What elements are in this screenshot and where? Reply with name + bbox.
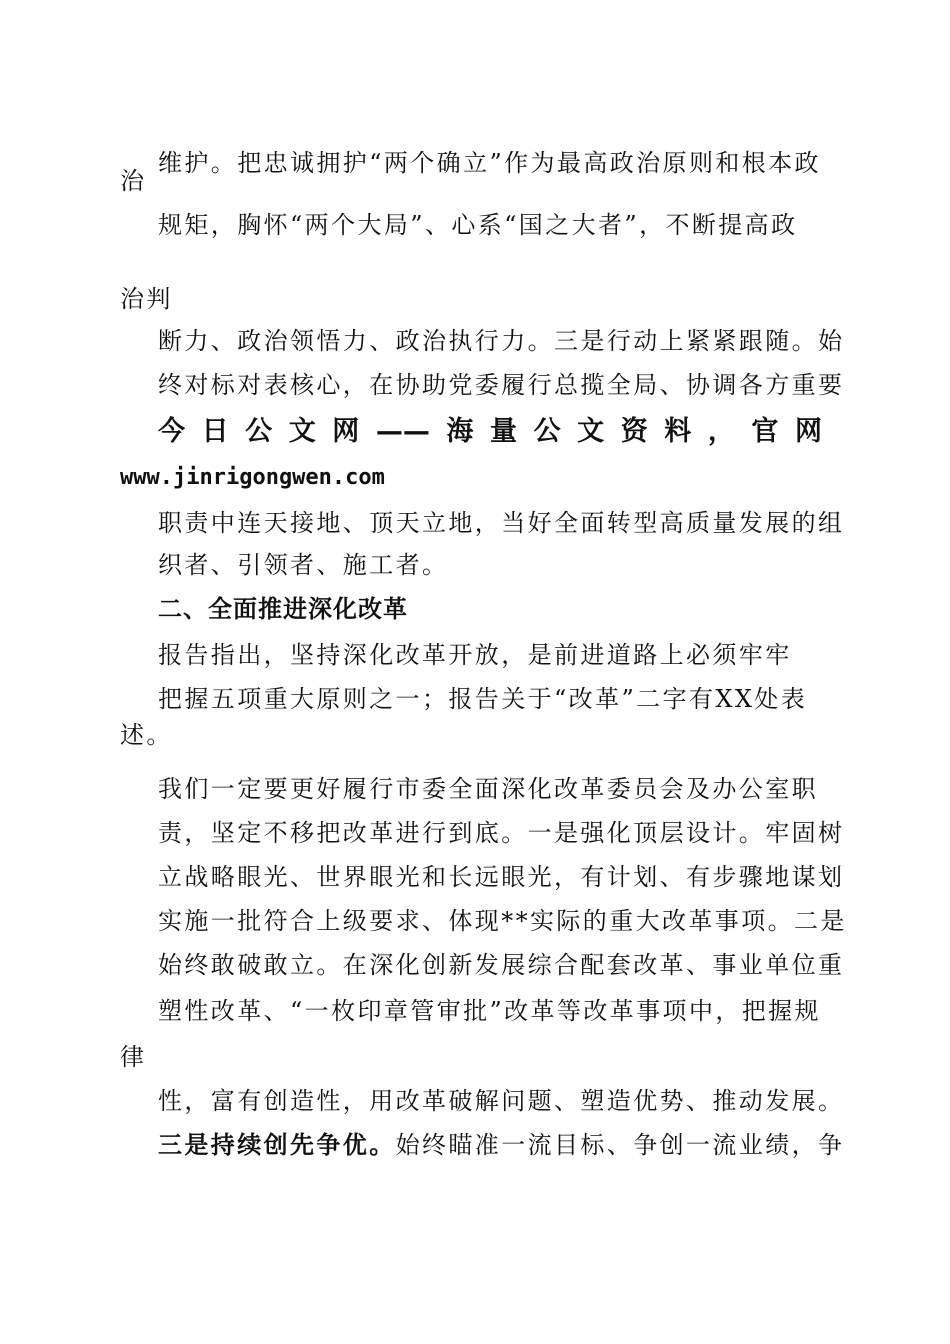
paragraph-line-wrap: 律 bbox=[120, 1043, 147, 1071]
paragraph-line: 实施一批符合上级要求、体现**实际的重大改革事项。二是 bbox=[158, 907, 847, 935]
paragraph-line: 我们一定要更好履行市委全面深化改革委员会及办公室职 bbox=[158, 775, 818, 803]
watermark-url: www.jinrigongwen.com bbox=[120, 465, 385, 490]
paragraph-line-wrap: 治判 bbox=[120, 285, 173, 313]
bold-lead-phrase: 三是持续创先争优。 bbox=[158, 1130, 396, 1159]
paragraph-line: 终对标对表核心，在协助党委履行总揽全局、协调各方重要 bbox=[158, 371, 845, 399]
section-heading: 二、全面推进深化改革 bbox=[158, 595, 408, 623]
paragraph-line: 立战略眼光、世界眼光和长远眼光，有计划、有步骤地谋划 bbox=[158, 863, 845, 891]
line-rest: 始终瞄准一流目标、争创一流业绩，争 bbox=[395, 1131, 845, 1159]
paragraph-line-wrap: 述。 bbox=[120, 721, 173, 749]
paragraph-line: 性，富有创造性，用改革破解问题、塑造优势、推动发展。 bbox=[158, 1087, 845, 1115]
paragraph-line bbox=[158, 1130, 844, 1160]
paragraph-line: 塑性改革、“一枚印章管审批”改革等改革事项中，把握规 bbox=[158, 997, 821, 1025]
paragraph-line: 断力、政治领悟力、政治执行力。三是行动上紧紧跟随。始 bbox=[158, 327, 845, 355]
paragraph-line: 规矩，胸怀“两个大局”、心系“国之大者”，不断提高政 bbox=[158, 211, 798, 239]
paragraph-line: 报告指出，坚持深化改革开放，是前进道路上必须牢牢 bbox=[158, 641, 792, 669]
paragraph-line: 维护。把忠诚拥护“两个确立”作为最高政治原则和根本政 bbox=[158, 149, 821, 177]
watermark-banner: 今日公文网——海量公文资料，官网 bbox=[158, 416, 822, 447]
paragraph-line: 责，坚定不移把改革进行到底。一是强化顶层设计。牢固树 bbox=[158, 819, 845, 847]
paragraph-line: 织者、引领者、施工者。 bbox=[158, 551, 449, 579]
paragraph-line: 始终敢破敢立。在深化创新发展综合配套改革、事业单位重 bbox=[158, 951, 845, 979]
paragraph-line: 把握五项重大原则之一；报告关于“改革”二字有XX处表 bbox=[158, 685, 808, 713]
paragraph-line-wrap: 治 bbox=[120, 167, 147, 195]
paragraph-line: 职责中连天接地、顶天立地，当好全面转型高质量发展的组 bbox=[158, 509, 845, 537]
